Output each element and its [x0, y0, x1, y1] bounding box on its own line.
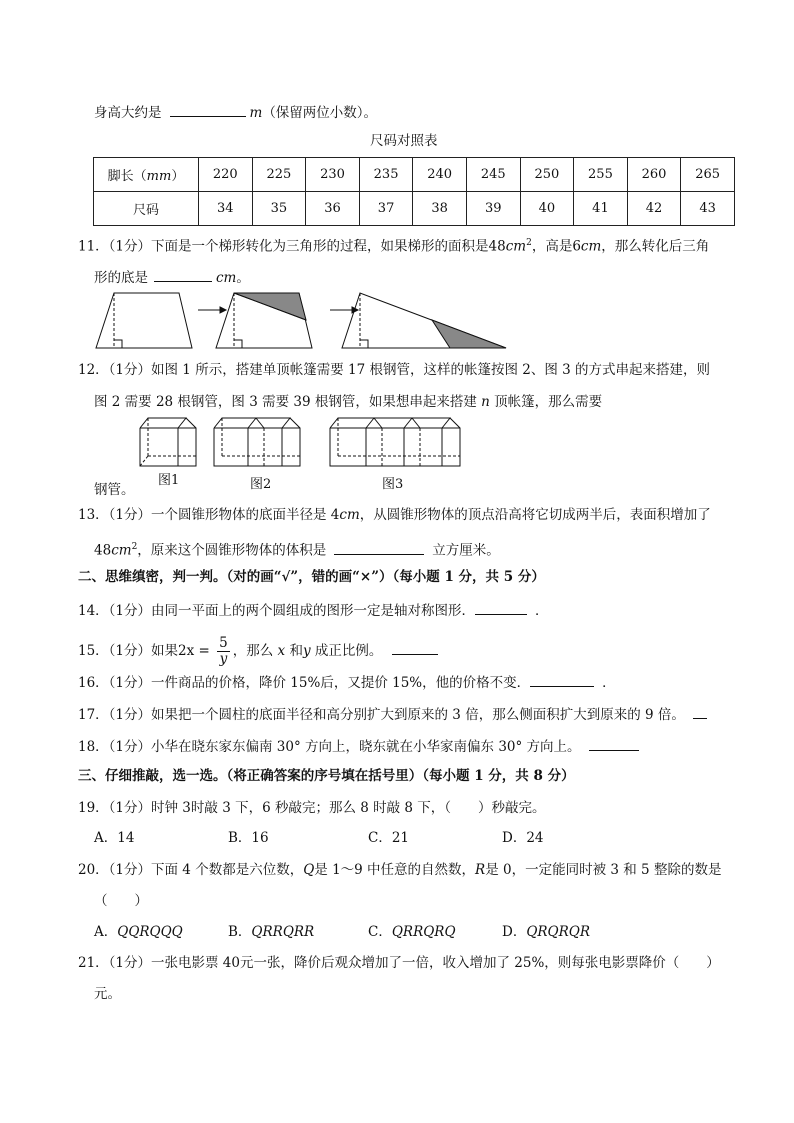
table-cell: 260 [627, 158, 681, 192]
table-cell: 250 [520, 158, 574, 192]
foot-length-header: 脚长（mm） [94, 158, 199, 192]
q13-line1: 13．（1分）一个圆锥形物体的底面半径是 4cm，从圆锥形物体的顶点沿高将它切成两半后，表面积增加了 [78, 507, 711, 523]
tent-figures [138, 414, 468, 480]
table-cell: 265 [681, 158, 735, 192]
q21-line1: 21．（1分）一张电影票 40元一张，降价后观众增加了一倍，收入增加了 25%，则每张电影票降价（ ） [78, 955, 720, 971]
q20-option-b[interactable]: B．QRRQRR [228, 924, 315, 940]
q20-paren: （ ） [94, 893, 148, 909]
q15: 15．（1分）如果2x = $\frac{5}{y}$ ，那么 x 和y 成正比例。 [78, 634, 438, 668]
table-cell: 240 [413, 158, 467, 192]
table-cell: 41 [574, 192, 628, 226]
table-cell: 245 [466, 158, 520, 192]
q18: 18．（1分）小华在晓东家东偏南 30° 方向上，晓东就在小华家南偏东 30° 方向上。 [78, 737, 639, 756]
table-cell: 35 [252, 192, 306, 226]
q19-option-b[interactable]: B．16 [228, 830, 269, 846]
table-cell: 36 [306, 192, 360, 226]
table-cell: 255 [574, 158, 628, 192]
q14: 14．（1分）由同一平面上的两个圆组成的图形一定是轴对称图形． ． [78, 603, 549, 619]
q20-option-c[interactable]: C．QRRQRQ [368, 924, 456, 940]
q13-answer-blank[interactable] [334, 541, 424, 555]
tent-1 [140, 418, 196, 466]
q18-answer-blank[interactable] [589, 737, 639, 751]
q12-line3: 钢管。 [94, 482, 135, 498]
q16: 16．（1分）一件商品的价格，降价 15%后，又提价 15%，他的价格不变． ． [78, 675, 616, 691]
table-cell: 225 [252, 158, 306, 192]
fig2-label: 图2 [250, 477, 272, 492]
table-row-foot-length [94, 158, 735, 192]
q19-option-d[interactable]: D．24 [502, 830, 544, 846]
q10-text: 身高大约是 [94, 105, 162, 121]
q20-option-d[interactable]: D．QRQRQR [502, 924, 591, 940]
q11-line1: 11．（1分）下面是一个梯形转化为三角形的过程，如果梯形的面积是$48cm^2$，高是6cm，那么转化后三角 [78, 238, 710, 255]
q11-answer-blank[interactable] [154, 268, 212, 282]
trapezoid-shape [96, 293, 192, 348]
table-cell: 43 [681, 192, 735, 226]
trapezoid-transform-figure [94, 290, 514, 352]
q11-line2: 形的底是 cm。 [94, 270, 250, 286]
q10-note: （保留两位小数）。 [262, 105, 378, 121]
q20-line1: 20．（1分）下面 4 个数都是六位数，Q是 1～9 中任意的自然数，R是 0，一定能同时被 3 和 5 整除的数是 [78, 862, 722, 878]
tent-2 [214, 418, 300, 466]
table-cell: 235 [359, 158, 413, 192]
q13-line2: $48cm^2$，原来这个圆锥形物体的体积是 立方厘米。 [94, 542, 500, 559]
q12-line1: 12．（1分）如图 1 所示，搭建单顶帐篷需要 17 根钢管，这样的帐篷按图 2、图 3 的方式串起来搭建，则 [78, 362, 711, 378]
table-cell: 220 [199, 158, 253, 192]
table-cell: 38 [413, 192, 467, 226]
table-row-size [94, 192, 735, 226]
q16-answer-blank[interactable] [530, 673, 594, 687]
section-3-heading: 三、仔细推敲，选一选。（将正确答案的序号填在括号里）（每小题 1 分，共 8 分） [78, 768, 575, 784]
table-cell: 230 [306, 158, 360, 192]
q10-answer-blank[interactable] [170, 103, 246, 117]
q21-line2: 元。 [94, 986, 121, 1002]
table-cell: 37 [359, 192, 413, 226]
q12-line2: 图 2 需要 28 根钢管，图 3 需要 39 根钢管，如果想串起来搭建 n 顶帐篷，那么需要 [94, 394, 603, 410]
section-2-heading: 二、思维缜密，判一判。（对的画“√”，错的画“×”）（每小题 1 分，共 5 分） [78, 569, 545, 585]
q17-answer-blank[interactable] [693, 705, 707, 719]
size-table [93, 157, 735, 226]
size-header: 尺码 [94, 192, 199, 226]
fig3-label: 图3 [382, 477, 404, 492]
table-cell: 34 [199, 192, 253, 226]
table-cell: 39 [466, 192, 520, 226]
q19: 19．（1分）时钟 3时敲 3 下，6 秒敲完；那么 8 时敲 8 下，（ ）秒敲完。 [78, 800, 546, 816]
q14-answer-blank[interactable] [475, 601, 527, 615]
tent-3 [330, 418, 460, 466]
q20-option-a[interactable]: A．QQRQQQ [94, 924, 183, 940]
fig1-label: 图1 [158, 473, 180, 488]
fraction-5-over-y: $\frac{5}{y}$ [219, 635, 228, 667]
q10-unit: m [249, 105, 263, 121]
q10-tail [94, 103, 377, 122]
table-cell: 42 [627, 192, 681, 226]
q19-option-c[interactable]: C．21 [368, 830, 410, 846]
q15-answer-blank[interactable] [392, 641, 438, 655]
table-cell: 40 [520, 192, 574, 226]
q19-option-a[interactable]: A．14 [94, 830, 135, 846]
table-title: 尺码对照表 [370, 133, 438, 149]
q17: 17．（1分）如果把一个圆柱的底面半径和高分别扩大到原来的 3 倍，那么侧面积扩大到原来的 9 倍。 [78, 705, 707, 724]
